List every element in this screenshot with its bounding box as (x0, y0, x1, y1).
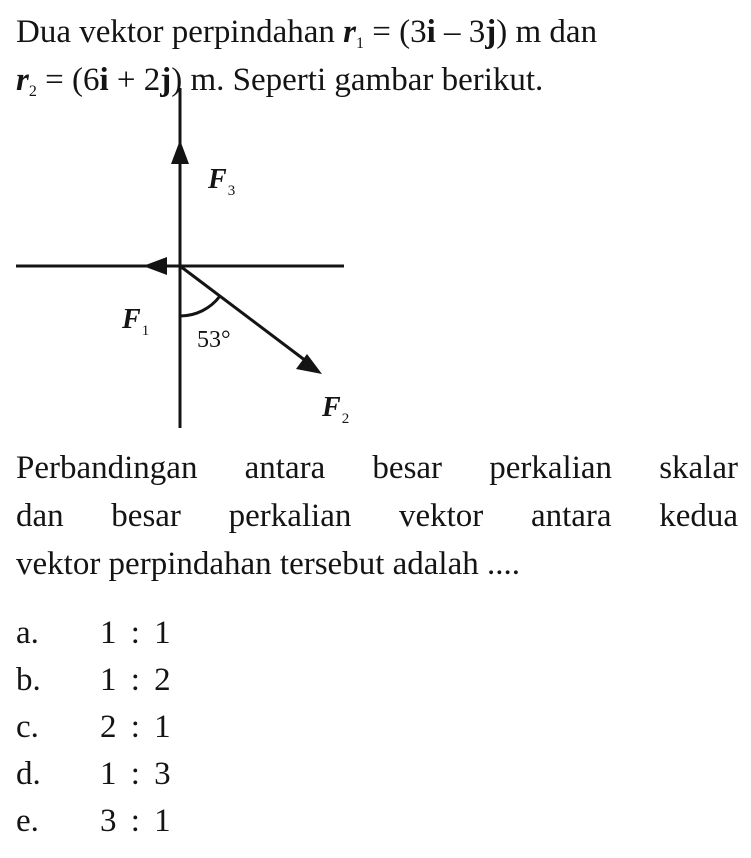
option-a[interactable] (16, 610, 171, 657)
r1-symbol: r (343, 14, 356, 50)
option-d[interactable] (16, 751, 171, 798)
force-diagram (0, 80, 400, 440)
i-unit-vector: i (99, 62, 109, 98)
force1-arrowhead (143, 257, 167, 275)
option-value: 2 : 1 (100, 709, 171, 745)
angle-label: 53° (197, 327, 231, 353)
force3-label: $F_3$ (208, 164, 236, 199)
r1-subscript: 1 (355, 35, 364, 52)
option-value: 1 : 3 (100, 756, 171, 792)
option-e[interactable] (16, 798, 171, 845)
angle-arc (180, 296, 220, 316)
question-line-2: dan besar perkalian vektor antara kedua (16, 498, 738, 534)
option-letter: b. (16, 662, 41, 698)
force2-label: $F_2$ (322, 392, 350, 427)
question-line-1: Perbandingan antara besar perkalian skalar (16, 450, 738, 486)
option-letter: e. (16, 803, 39, 839)
option-value: 3 : 1 (100, 803, 171, 839)
question-line-3: vektor perpindahan tersebut adalah .... (16, 546, 520, 582)
force3-arrowhead (171, 140, 189, 164)
question-text (16, 444, 738, 588)
r2-symbol: r (16, 62, 29, 98)
option-letter: d. (16, 756, 41, 792)
option-b[interactable] (16, 657, 171, 704)
option-value: 1 : 1 (100, 615, 171, 651)
answer-options (16, 610, 171, 845)
force1-label: $F_1$ (122, 304, 150, 339)
r2-subscript: 2 (28, 83, 37, 100)
option-value: 1 : 2 (100, 662, 171, 698)
option-c[interactable] (16, 704, 171, 751)
option-letter: c. (16, 709, 39, 745)
i-unit-vector: i (426, 14, 436, 50)
statement-line-2: $r_2 = (6i + 2j)$ m. Seperti gambar berikut. (16, 62, 544, 100)
option-letter: a. (16, 615, 39, 651)
statement-line-1: Dua vektor perpindahan $r_1 = (3i - 3j)$ m dan (16, 14, 598, 52)
j-unit-vector: j (485, 14, 497, 50)
j-unit-vector: j (160, 62, 172, 98)
